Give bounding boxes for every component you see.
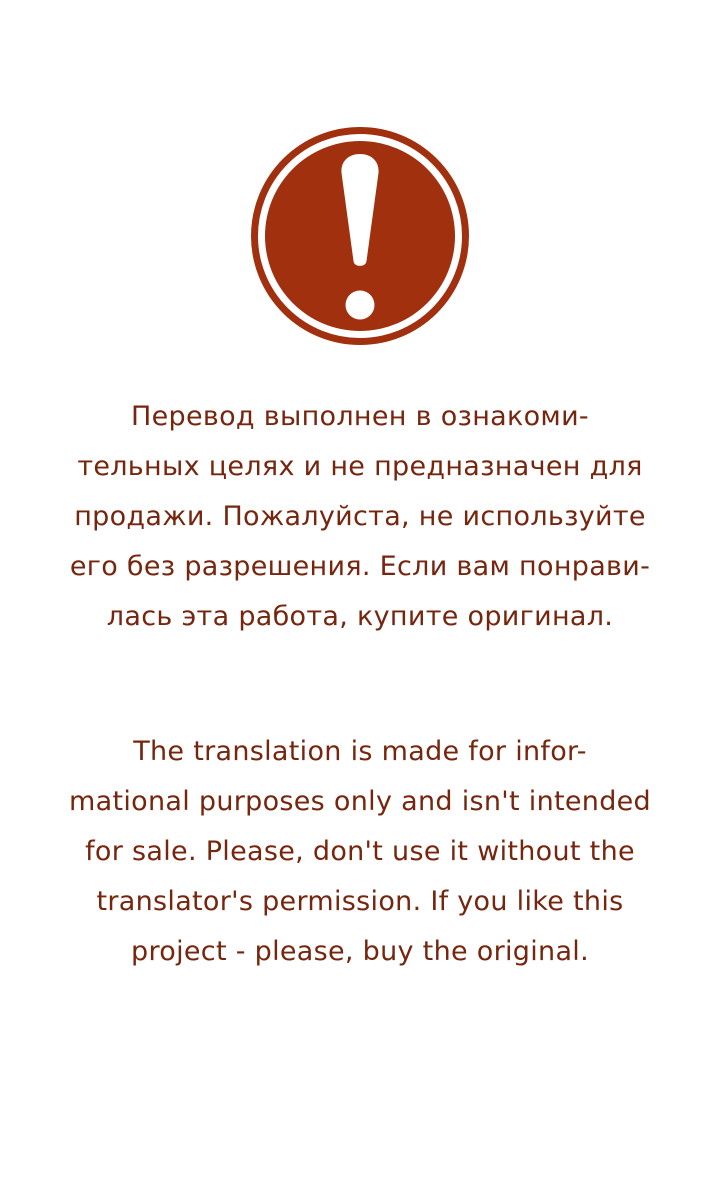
english-disclaimer [30, 727, 690, 977]
english-disclaimer-line: translator's permission. If you like this [96, 886, 624, 917]
russian-disclaimer-line: Перевод выполнен в ознакоми- [131, 401, 589, 432]
russian-disclaimer-line: его без разрешения. Если вам понрави- [69, 551, 651, 582]
russian-disclaimer [30, 392, 690, 642]
warning-icon [0, 0, 720, 346]
english-disclaimer-line: for sale. Please, don't use it without the [85, 836, 635, 867]
english-disclaimer-line: project - please, buy the original. [131, 936, 589, 967]
russian-disclaimer-line: тельных целях и не предназначен для [77, 451, 643, 482]
exclamation-warning-icon [250, 126, 470, 346]
russian-disclaimer-line: продажи. Пожалуйста, не используйте [74, 501, 646, 532]
exclamation-dot [346, 291, 375, 320]
russian-disclaimer-line: лась эта работа, купите оригинал. [106, 601, 614, 632]
english-disclaimer-line: The translation is made for infor- [133, 736, 587, 767]
english-disclaimer-line: mational purposes only and isn't intended [69, 786, 651, 817]
